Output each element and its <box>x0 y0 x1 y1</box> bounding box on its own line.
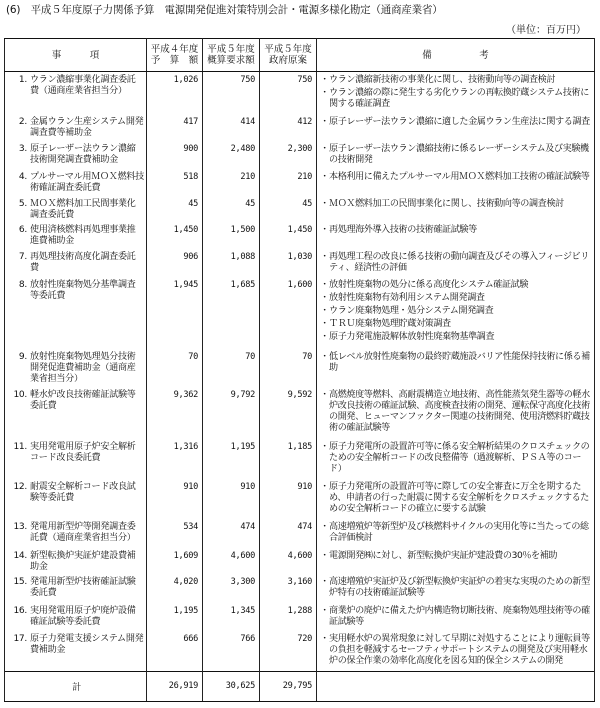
amount-fy4: 1,026 <box>147 72 203 115</box>
amount-fy4: 906 <box>147 249 203 278</box>
amount-fy4: 1,609 <box>147 548 203 574</box>
remarks-cell <box>317 387 595 439</box>
remarks-cell <box>317 349 595 387</box>
total-label: 計 <box>5 672 147 702</box>
remark-item: ・ 実用軽水炉の異常現象に対して早期に対処することにより運転員等の負担を軽減するセーフティサポートシステムの開発及び実用軽水炉の保全作業の効率化高度化を図る知的保全システムの開発 <box>320 634 590 667</box>
remarks-cell <box>317 603 595 632</box>
bullet-icon: ・ <box>320 550 329 561</box>
table-row <box>5 114 595 140</box>
amount-fy5-request: 70 <box>203 349 260 387</box>
amount-fy5-gov: 412 <box>260 114 317 140</box>
item-cell <box>5 349 147 387</box>
amount-fy5-request: 766 <box>203 631 260 672</box>
amount-fy5-gov: 474 <box>260 519 317 548</box>
amount-fy5-request: 910 <box>203 479 260 519</box>
amount-fy5-gov: 45 <box>260 196 317 222</box>
amount-fy4: 534 <box>147 519 203 548</box>
amount-fy4: 70 <box>147 349 203 387</box>
item-number: 3. <box>18 143 27 154</box>
bullet-icon: ・ <box>320 143 329 154</box>
document-heading: (6) 平成５年度原子力関係予算 電源開発促進対策特別会計・電源多様化勘定（通商産業省） <box>6 4 443 16</box>
amount-fy4: 417 <box>147 114 203 140</box>
remark-item: ・ 低レベル放射性廃棄物の最終貯蔵施設バリア性能保持技術に係る補助 <box>320 351 590 373</box>
bullet-icon: ・ <box>320 251 329 262</box>
item-number: 11. <box>13 441 27 452</box>
item-name: ＭＯＸ燃料加工民間事業化調査委託費 <box>30 198 136 220</box>
amount-fy4: 1,450 <box>147 222 203 248</box>
table-body <box>5 72 595 672</box>
item-name: 発電用新型炉技術確証試験委託費 <box>30 577 136 599</box>
bullet-icon: ・ <box>320 88 329 98</box>
bullet-icon: ・ <box>320 225 329 236</box>
bullet-icon: ・ <box>320 172 329 183</box>
remarks-cell <box>317 222 595 248</box>
item-number: 17. <box>13 634 27 645</box>
table-header-row <box>5 39 595 72</box>
bullet-icon: ・ <box>320 75 329 85</box>
item-cell <box>5 479 147 519</box>
remarks-cell <box>317 277 595 349</box>
amount-fy5-gov: 1,030 <box>260 249 317 278</box>
header-remarks: 備 考 <box>317 39 595 72</box>
bullet-icon: ・ <box>320 117 329 128</box>
total-fy5-request: 30,625 <box>203 672 260 702</box>
remark-item: ・ ＭＯＸ燃料加工の民間事業化に関し、技術動向等の調査検討 <box>320 198 564 209</box>
remarks-cell <box>317 141 595 170</box>
remark-item: ・ 原子力発電施設解体放射性廃棄物基準調査 <box>320 332 495 343</box>
table-row <box>5 519 595 548</box>
amount-fy5-gov: 750 <box>260 72 317 115</box>
remarks-cell <box>317 72 595 115</box>
unit-label: （単位：百万円） <box>506 25 586 36</box>
table-row <box>5 631 595 672</box>
remark-item: ・ ウラン濃縮新技術の事業化に関し、技術動向等の調査検討 <box>320 75 556 85</box>
item-number: 4. <box>18 172 27 183</box>
bullet-icon: ・ <box>320 481 329 492</box>
bullet-icon: ・ <box>320 293 329 304</box>
remark-item: ・ 本格利用に備えたプルサーマル用ＭＯＸ燃料加工技術の確証試験等 <box>320 172 590 183</box>
table-row <box>5 479 595 519</box>
remarks-cell <box>317 439 595 479</box>
item-name: 実用発電用原子炉廃炉設備確証試験等委託費 <box>30 605 136 627</box>
item-number: 5. <box>18 198 27 209</box>
amount-fy4: 45 <box>147 196 203 222</box>
bullet-icon: ・ <box>320 441 329 452</box>
amount-fy5-request: 210 <box>203 169 260 195</box>
item-number: 14. <box>13 550 27 561</box>
amount-fy4: 1,316 <box>147 439 203 479</box>
amount-fy5-gov: 1,185 <box>260 439 317 479</box>
item-cell <box>5 519 147 548</box>
amount-fy5-gov: 1,288 <box>260 603 317 632</box>
amount-fy5-request: 4,600 <box>203 548 260 574</box>
table-row <box>5 249 595 278</box>
remarks-cell <box>317 631 595 672</box>
item-number: 9. <box>18 351 27 362</box>
item-name: 放射性廃棄物処理処分技術開発促進費補助金（通商産業省担当分） <box>30 351 136 384</box>
bullet-icon: ・ <box>320 634 329 645</box>
bullet-icon: ・ <box>320 577 329 588</box>
amount-fy4: 1,945 <box>147 277 203 349</box>
total-remarks <box>317 672 595 702</box>
amount-fy5-gov: 9,592 <box>260 387 317 439</box>
remark-item: ・ 高燃焼度等燃料、高耐震構造立地技術、高性能蒸気発生器等の軽水炉改良技術の確証試験、高度検査技術の開発、運転保守高度化技術の開発、ヒューマンファクター関連の技術開発、使用済燃料貯蔵技術の確証試験等 <box>320 389 590 433</box>
amount-fy5-request: 1,500 <box>203 222 260 248</box>
item-number: 15. <box>13 577 27 588</box>
table-row <box>5 141 595 170</box>
item-number: 7. <box>18 251 27 262</box>
remark-item: ・ ウラン廃棄物処理・処分システム開発調査 <box>320 306 494 317</box>
amount-fy4: 900 <box>147 141 203 170</box>
header-fy5-request: 平成５年度概算要求額 <box>203 39 260 72</box>
remarks-cell <box>317 196 595 222</box>
remark-item: ・ 高速増殖炉実証炉及び新型転換炉実証炉の着実な実現のための新型炉特有の技術確証試験等 <box>320 577 590 599</box>
bullet-icon: ・ <box>320 351 329 362</box>
bullet-icon: ・ <box>320 306 329 317</box>
item-number: 2. <box>18 117 27 128</box>
remarks-cell <box>317 479 595 519</box>
item-number: 10. <box>13 389 27 400</box>
item-name: 放射性廃棄物処分基準調査等委託費 <box>30 280 136 302</box>
item-number: 8. <box>18 280 27 291</box>
item-cell <box>5 72 147 115</box>
amount-fy5-request: 414 <box>203 114 260 140</box>
amount-fy5-request: 1,088 <box>203 249 260 278</box>
amount-fy4: 1,195 <box>147 603 203 632</box>
item-number: 6. <box>18 225 27 236</box>
amount-fy5-request: 1,195 <box>203 439 260 479</box>
item-cell <box>5 196 147 222</box>
bullet-icon: ・ <box>320 332 329 343</box>
item-name: 再処理技術高度化調査委託費 <box>30 251 136 273</box>
item-name: 軽水炉改良技術確証試験等委託費 <box>30 389 136 411</box>
table-row <box>5 349 595 387</box>
remark-item: ・ 原子レーザー法ウラン濃縮技術に係るレーザーシステム及び実験機の技術開発 <box>320 143 589 165</box>
item-cell <box>5 277 147 349</box>
amount-fy5-request: 3,300 <box>203 574 260 603</box>
header-fy4-budget: 平成４年度予 算 額 <box>147 39 203 72</box>
amount-fy5-request: 45 <box>203 196 260 222</box>
item-number: 13. <box>13 522 27 533</box>
amount-fy5-gov: 3,160 <box>260 574 317 603</box>
amount-fy5-gov: 1,450 <box>260 222 317 248</box>
total-fy4: 26,919 <box>147 672 203 702</box>
remark-item: ・ ウラン濃縮の際に発生する劣化ウランの再転換貯蔵システム技術に関する確証調査 <box>320 88 589 109</box>
amount-fy5-request: 1,685 <box>203 277 260 349</box>
item-cell <box>5 439 147 479</box>
remark-item: ・ 原子力発電所の設置許可等に係る安全解析結果のクロスチェックのための安全解析コードの改良整備等（過渡解析、ＰＳＡ等のコード） <box>320 441 590 474</box>
table-row <box>5 574 595 603</box>
amount-fy5-gov: 1,600 <box>260 277 317 349</box>
amount-fy5-gov: 910 <box>260 479 317 519</box>
amount-fy5-gov: 720 <box>260 631 317 672</box>
item-name: 原子力発電支援システム開発費補助金 <box>30 634 144 656</box>
table-row <box>5 603 595 632</box>
total-fy5-gov: 29,795 <box>260 672 317 702</box>
bullet-icon: ・ <box>320 605 329 616</box>
remarks-cell <box>317 249 595 278</box>
item-cell <box>5 574 147 603</box>
remark-item: ・ 原子力発電所の設置許可等に際しての安全審査に万全を期するため、申請者の行った耐震に関する安全解析をクロスチェックするための安全解析コードの確立に要する試験 <box>320 481 589 514</box>
item-cell <box>5 249 147 278</box>
amount-fy5-gov: 4,600 <box>260 548 317 574</box>
item-name: プルサーマル用ＭＯＸ燃料技術確証調査委託費 <box>30 172 144 194</box>
item-name: 実用発電用原子炉安全解析コード改良委託費 <box>30 441 136 463</box>
amount-fy4: 9,362 <box>147 387 203 439</box>
table-row <box>5 169 595 195</box>
remark-item: ・ 再処理工程の改良に係る技術の動向調査及びその導入フィージビリティ、経済性の評価 <box>320 251 589 273</box>
table-row <box>5 222 595 248</box>
table-row <box>5 387 595 439</box>
item-number: 16. <box>13 605 27 616</box>
budget-table <box>4 38 595 702</box>
item-cell <box>5 603 147 632</box>
total-row <box>5 672 595 702</box>
item-cell <box>5 141 147 170</box>
item-number: 1. <box>18 75 27 85</box>
item-name: 原子レーザー法ウラン濃縮技術開発調査費補助金 <box>30 143 136 165</box>
amount-fy5-gov: 210 <box>260 169 317 195</box>
remark-item: ・ 放射性廃棄物の処分に係る高度化システム確証試験 <box>320 280 529 291</box>
header-item: 事 項 <box>5 39 147 72</box>
amount-fy4: 910 <box>147 479 203 519</box>
remark-item: ・ 原子レーザー法ウラン濃縮に適した金属ウラン生産法に関する調査 <box>320 117 590 128</box>
amount-fy5-request: 9,792 <box>203 387 260 439</box>
remarks-cell <box>317 548 595 574</box>
item-name: 金属ウラン生産システム開発調査費等補助金 <box>30 117 144 139</box>
item-cell <box>5 222 147 248</box>
bullet-icon: ・ <box>320 389 329 400</box>
amount-fy5-request: 474 <box>203 519 260 548</box>
remarks-cell <box>317 169 595 195</box>
remark-item: ・ 放射性廃棄物有効利用システム開発調査 <box>320 293 485 304</box>
remark-item: ・ 電源開発㈱に対し、新型転換炉実証炉建設費の30％を補助 <box>320 550 558 561</box>
item-name: 使用済核燃料再処理事業推進費補助金 <box>30 225 136 247</box>
table-row <box>5 196 595 222</box>
remarks-cell <box>317 519 595 548</box>
item-cell <box>5 631 147 672</box>
bullet-icon: ・ <box>320 319 329 330</box>
item-cell <box>5 548 147 574</box>
item-cell <box>5 387 147 439</box>
amount-fy5-request: 1,345 <box>203 603 260 632</box>
amount-fy5-request: 2,480 <box>203 141 260 170</box>
table-row <box>5 548 595 574</box>
remark-item: ・ 高速増殖炉等新型炉及び核燃料サイクルの実用化等に当たっての総合評価検討 <box>320 522 589 544</box>
bullet-icon: ・ <box>320 198 329 209</box>
item-cell <box>5 114 147 140</box>
amount-fy4: 518 <box>147 169 203 195</box>
item-name: 新型転換炉実証炉建設費補助金 <box>30 550 136 572</box>
remarks-cell <box>317 574 595 603</box>
remark-item: ・ 再処理海外導入技術の技術確証試験等 <box>320 225 477 236</box>
header-fy5-gov: 平成５年度政府原案 <box>260 39 317 72</box>
item-name: 耐震安全解析コード改良試験等委託費 <box>30 481 136 503</box>
item-name: 発電用新型炉等開発調査委託費（通商産業省担当分） <box>30 522 136 544</box>
remark-item: ・ ＴＲＵ廃棄物処理貯蔵対策調査 <box>320 319 451 330</box>
table-row <box>5 277 595 349</box>
item-cell <box>5 169 147 195</box>
bullet-icon: ・ <box>320 522 329 533</box>
amount-fy5-request: 750 <box>203 72 260 115</box>
amount-fy5-gov: 2,300 <box>260 141 317 170</box>
item-number: 12. <box>13 481 27 492</box>
table-row <box>5 72 595 115</box>
bullet-icon: ・ <box>320 280 329 291</box>
remark-item: ・ 商業炉の廃炉に備えた炉内構造物切断技術、廃棄物処理技術等の確証試験等 <box>320 605 590 627</box>
table-row <box>5 439 595 479</box>
amount-fy5-gov: 70 <box>260 349 317 387</box>
amount-fy4: 4,020 <box>147 574 203 603</box>
amount-fy4: 666 <box>147 631 203 672</box>
remarks-cell <box>317 114 595 140</box>
item-name: ウラン濃縮事業化調査委託費（通商産業省担当分） <box>30 75 136 96</box>
